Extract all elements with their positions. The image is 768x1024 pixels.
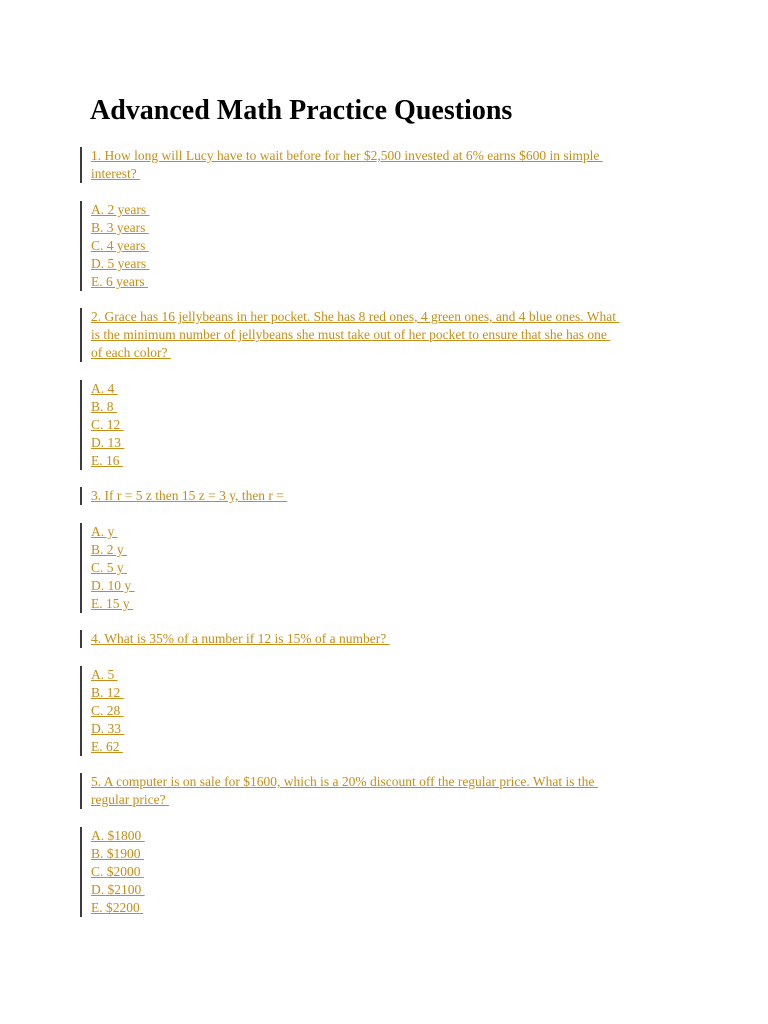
question-2-line-1[interactable]: 2. Grace has 16 jellybeans in her pocket. She has 8 red ones, 4 green ones, and 4 blue ones. What	[91, 309, 620, 324]
option-b[interactable]: B. 3 years	[91, 220, 149, 235]
question-3-options	[80, 523, 135, 613]
option-e[interactable]: E. 16	[91, 453, 123, 468]
question-4	[80, 630, 691, 648]
option-e[interactable]: E. $2200	[91, 900, 144, 915]
question-1	[80, 147, 691, 183]
option-a[interactable]: A. 5	[91, 667, 118, 682]
option-b[interactable]: B. 2 y	[91, 542, 128, 557]
question-1-line-2[interactable]: interest?	[91, 166, 141, 181]
option-e[interactable]: E. 15 y	[91, 596, 133, 611]
option-d[interactable]: D. $2100	[91, 882, 145, 897]
question-1-line-1[interactable]: 1. How long will Lucy have to wait before for her $2,500 invested at 6% earns $600 in simple	[91, 148, 603, 163]
question-5-options	[80, 827, 145, 917]
option-a[interactable]: A. $1800	[91, 828, 145, 843]
option-c[interactable]: C. 12	[91, 417, 124, 432]
option-d[interactable]: D. 33	[91, 721, 125, 736]
option-a[interactable]: A. 2 years	[91, 202, 150, 217]
question-3	[80, 487, 691, 505]
option-c[interactable]: C. 5 y	[91, 560, 128, 575]
page-title: Advanced Math Practice Questions	[90, 95, 513, 126]
option-d[interactable]: D. 13	[91, 435, 125, 450]
option-b[interactable]: B. 8	[91, 399, 117, 414]
question-2-options	[80, 380, 124, 470]
option-e[interactable]: E. 6 years	[91, 274, 148, 289]
option-d[interactable]: D. 5 years	[91, 256, 150, 271]
option-e[interactable]: E. 62	[91, 739, 123, 754]
option-c[interactable]: C. 28	[91, 703, 124, 718]
option-c[interactable]: C. 4 years	[91, 238, 149, 253]
option-a[interactable]: A. y	[91, 524, 118, 539]
option-a[interactable]: A. 4	[91, 381, 118, 396]
option-b[interactable]: B. 12	[91, 685, 124, 700]
question-2-line-2[interactable]: is the minimum number of jellybeans she must take out of her pocket to ensure that she has one	[91, 327, 611, 342]
question-1-options	[80, 201, 149, 291]
option-d[interactable]: D. 10 y	[91, 578, 135, 593]
question-3-line-1[interactable]: 3. If r = 5 z then 15 z = 3 y, then r =	[91, 488, 288, 503]
question-2	[80, 308, 691, 362]
question-4-options	[80, 666, 124, 756]
option-b[interactable]: B. $1900	[91, 846, 144, 861]
question-5	[80, 773, 691, 809]
question-5-line-1[interactable]: 5. A computer is on sale for $1600, which is a 20% discount off the regular price. What is the	[91, 774, 598, 789]
question-5-line-2[interactable]: regular price?	[91, 792, 169, 807]
question-2-line-3[interactable]: of each color?	[91, 345, 171, 360]
option-c[interactable]: C. $2000	[91, 864, 144, 879]
question-4-line-1[interactable]: 4. What is 35% of a number if 12 is 15% of a number?	[91, 631, 390, 646]
